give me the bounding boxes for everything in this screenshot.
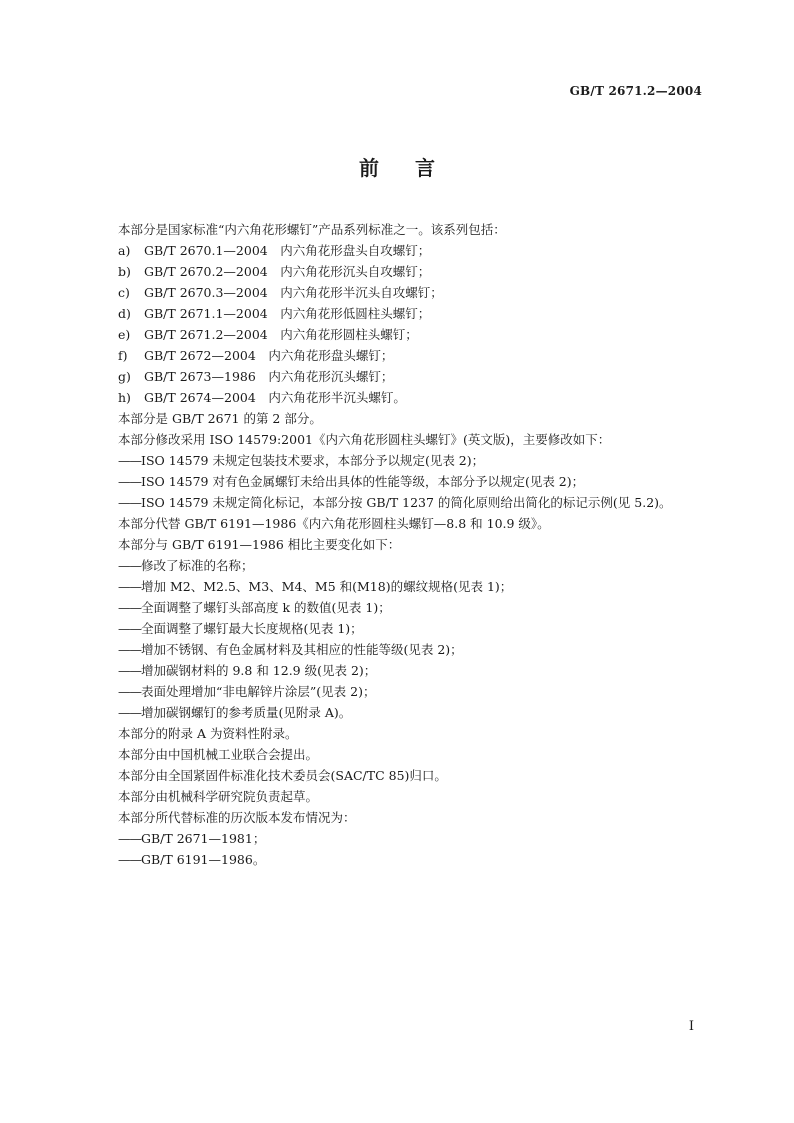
change-item <box>118 618 718 639</box>
modification-intro: 本部分修改采用 ISO 14579:2001《内六角花形圆柱头螺钉》(英文版)，主要修改如下： <box>118 432 611 447</box>
item-text: 全面调整了螺钉最大长度规格(见表 1)； <box>141 621 363 636</box>
changes-intro: 本部分与 GB/T 6191—1986 相比主要变化如下： <box>118 537 401 552</box>
changes-list <box>118 555 718 723</box>
dash-mark: —— <box>118 705 141 720</box>
replaces-paragraph: 本部分代替 GB/T 6191—1986《内六角花形圆柱头螺钉—8.8 和 10.9 级》。 <box>118 516 550 531</box>
series-item <box>118 345 718 366</box>
change-item <box>118 597 718 618</box>
item-text: GB/T 2670.3—2004 内六角花形半沉头自攻螺钉； <box>144 285 443 300</box>
dash-mark: —— <box>118 600 141 615</box>
change-item <box>118 576 718 597</box>
history-intro: 本部分所代替标准的历次版本发布情况为： <box>118 810 356 825</box>
modification-item <box>118 471 718 492</box>
change-item <box>118 681 718 702</box>
item-text: GB/T 2670.2—2004 内六角花形沉头自攻螺钉； <box>144 264 431 279</box>
item-text: ISO 14579 对有色金属螺钉未给出具体的性能等级，本部分予以规定(见表 2)； <box>141 474 585 489</box>
dash-mark: —— <box>118 852 141 867</box>
item-text: ISO 14579 未规定简化标记，本部分按 GB/T 1237 的简化原则给出简化的标记示例(见 5.2)。 <box>141 495 672 510</box>
item-text: 增加碳钢材料的 9.8 和 12.9 级(见表 2)； <box>141 663 377 678</box>
item-text: GB/T 2671.2—2004 内六角花形圆柱头螺钉； <box>144 327 418 342</box>
item-text: 增加碳钢螺钉的参考质量(见附录 A)。 <box>141 705 352 720</box>
dash-mark: —— <box>118 558 141 573</box>
series-item <box>118 282 718 303</box>
item-text: 全面调整了螺钉头部高度 k 的数值(见表 1)； <box>141 600 391 615</box>
item-letter: d) <box>118 306 131 321</box>
part-number-paragraph: 本部分是 GB/T 2671 的第 2 部分。 <box>118 411 322 426</box>
item-text: GB/T 2672—2004 内六角花形盘头螺钉； <box>144 348 394 363</box>
series-item <box>118 366 718 387</box>
dash-mark: —— <box>118 663 141 678</box>
dash-mark: —— <box>118 684 141 699</box>
dash-mark: —— <box>118 642 141 657</box>
dash-mark: —— <box>118 579 141 594</box>
intro-paragraph: 本部分是国家标准“内六角花形螺钉”产品系列标准之一。该系列包括： <box>118 222 506 237</box>
drafted-by: 本部分由机械科学研究院负责起草。 <box>118 789 319 804</box>
item-letter: g) <box>118 369 131 384</box>
page-title: 前言 <box>359 156 471 180</box>
item-letter: e) <box>118 327 131 342</box>
series-item <box>118 387 718 408</box>
history-item <box>118 828 718 849</box>
item-letter: b) <box>118 264 131 279</box>
dash-mark: —— <box>118 495 141 510</box>
managed-by: 本部分由全国紧固件标准化技术委员会(SAC/TC 85)归口。 <box>118 768 447 783</box>
series-item <box>118 324 718 345</box>
appendix-note: 本部分的附录 A 为资料性附录。 <box>118 726 298 741</box>
item-text: 增加 M2、M2.5、M3、M4、M5 和(M18)的螺纹规格(见表 1)； <box>141 579 513 594</box>
item-text: 表面处理增加“非电解锌片涂层”(见表 2)； <box>141 684 376 699</box>
series-item <box>118 303 718 324</box>
modification-item <box>118 492 718 513</box>
modification-item <box>118 450 718 471</box>
item-text: GB/T 2671—1981； <box>141 831 266 846</box>
page-number: I <box>688 1019 694 1034</box>
item-letter: c) <box>118 285 130 300</box>
item-letter: a) <box>118 243 131 258</box>
item-text: GB/T 2670.1—2004 内六角花形盘头自攻螺钉； <box>144 243 431 258</box>
proposed-by: 本部分由中国机械工业联合会提出。 <box>118 747 319 762</box>
item-text: 增加不锈钢、有色金属材料及其相应的性能等级(见表 2)； <box>141 642 463 657</box>
dash-mark: —— <box>118 453 141 468</box>
standard-code: GB/T 2671.2—2004 <box>569 84 702 98</box>
item-text: ISO 14579 未规定包装技术要求，本部分予以规定(见表 2)； <box>141 453 485 468</box>
dash-mark: —— <box>118 621 141 636</box>
change-item <box>118 660 718 681</box>
foreword-body <box>118 219 718 870</box>
change-item <box>118 555 718 576</box>
item-letter: f) <box>118 348 128 363</box>
history-list <box>118 828 718 870</box>
dash-mark: —— <box>118 474 141 489</box>
item-text: GB/T 2673—1986 内六角花形沉头螺钉； <box>144 369 394 384</box>
change-item <box>118 639 718 660</box>
series-item <box>118 240 718 261</box>
item-text: GB/T 2671.1—2004 内六角花形低圆柱头螺钉； <box>144 306 431 321</box>
change-item <box>118 702 718 723</box>
item-text: 修改了标准的名称； <box>141 558 254 573</box>
modification-list <box>118 450 718 513</box>
series-item <box>118 261 718 282</box>
item-text: GB/T 6191—1986。 <box>141 852 266 867</box>
history-item <box>118 849 718 870</box>
series-list <box>118 240 718 408</box>
item-text: GB/T 2674—2004 内六角花形半沉头螺钉。 <box>144 390 406 405</box>
dash-mark: —— <box>118 831 141 846</box>
item-letter: h) <box>118 390 131 405</box>
